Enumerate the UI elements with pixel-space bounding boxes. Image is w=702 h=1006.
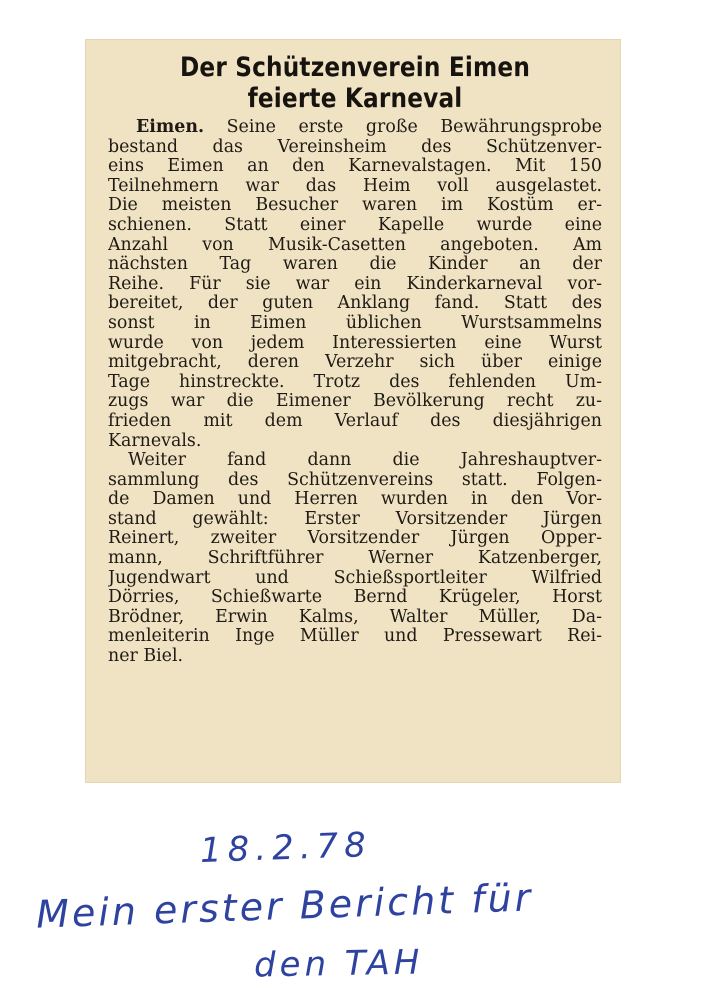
handwritten-note-line-1: Mein erster Bericht für	[35, 875, 534, 937]
article-line: zugs war die Eimener Bevölkerung recht zu-	[108, 392, 602, 412]
article-line: mann, Schriftführer Werner Katzenberger,	[108, 549, 602, 569]
headline	[125, 52, 584, 114]
article-line: eins Eimen an den Karnevalstagen. Mit 150	[108, 157, 602, 177]
article-line: schienen. Statt einer Kapelle wurde eine	[108, 215, 602, 235]
article-line: mitgebracht, deren Verzehr sich über einige	[108, 353, 602, 373]
handwritten-date: 18.2.78	[199, 825, 373, 871]
article-line: bereitet, der guten Anklang fand. Statt des	[108, 294, 602, 314]
headline-line-1: Der Schützenverein Eimen	[179, 52, 531, 83]
article-line: Reinert, zweiter Vorsitzender Jürgen Opper-	[108, 529, 602, 549]
article-line: sammlung des Schützenvereins statt. Folgen-	[108, 470, 602, 490]
article-line: ner Biel.	[108, 647, 184, 667]
article-line: bestand das Vereinsheim des Schützenver-	[108, 137, 602, 157]
article-line: Jugendwart und Schießsportleiter Wilfried	[108, 568, 602, 588]
headline-line-2: feierte Karneval	[247, 83, 463, 114]
article-line: menleiterin Inge Müller und Pressewart Rei-	[108, 627, 602, 647]
article-line: de Damen und Herren wurden in den Vor-	[108, 490, 602, 510]
newspaper-clipping	[86, 40, 620, 782]
article-line: Teilnehmern war das Heim voll ausgelastet.	[108, 176, 602, 196]
article-line: Die meisten Besucher waren im Kostüm er-	[108, 196, 602, 216]
article-line: Karnevals.	[108, 431, 202, 451]
article-line: Tage hinstreckte. Trotz des fehlenden Um-	[108, 372, 602, 392]
article-line: nächsten Tag waren die Kinder an der	[108, 255, 602, 275]
dateline: Eimen.	[136, 118, 205, 137]
article-line: Dörries, Schießwarte Bernd Krügeler, Horst	[108, 588, 602, 608]
article-line: Brödner, Erwin Kalms, Walter Müller, Da-	[108, 607, 602, 627]
article-line: Reihe. Für sie war ein Kinderkarneval vor-	[108, 274, 602, 294]
article-line: Anzahl von Musik-Casetten angeboten. Am	[108, 235, 602, 255]
article-line: Weiter fand dann die Jahreshauptver-	[128, 451, 602, 471]
article-line: frieden mit dem Verlauf des diesjährigen	[108, 411, 602, 431]
article-line: Eimen. Seine erste große Bewährungsprobe	[136, 118, 602, 137]
article-line: wurde von jedem Interessierten eine Wurst	[108, 333, 602, 353]
handwritten-note-line-2: den TAH	[253, 942, 424, 986]
article-body	[108, 118, 602, 667]
article-line: stand gewählt: Erster Vorsitzender Jürgen	[108, 509, 602, 529]
article-line: sonst in Eimen üblichen Wurstsammelns	[108, 313, 602, 333]
